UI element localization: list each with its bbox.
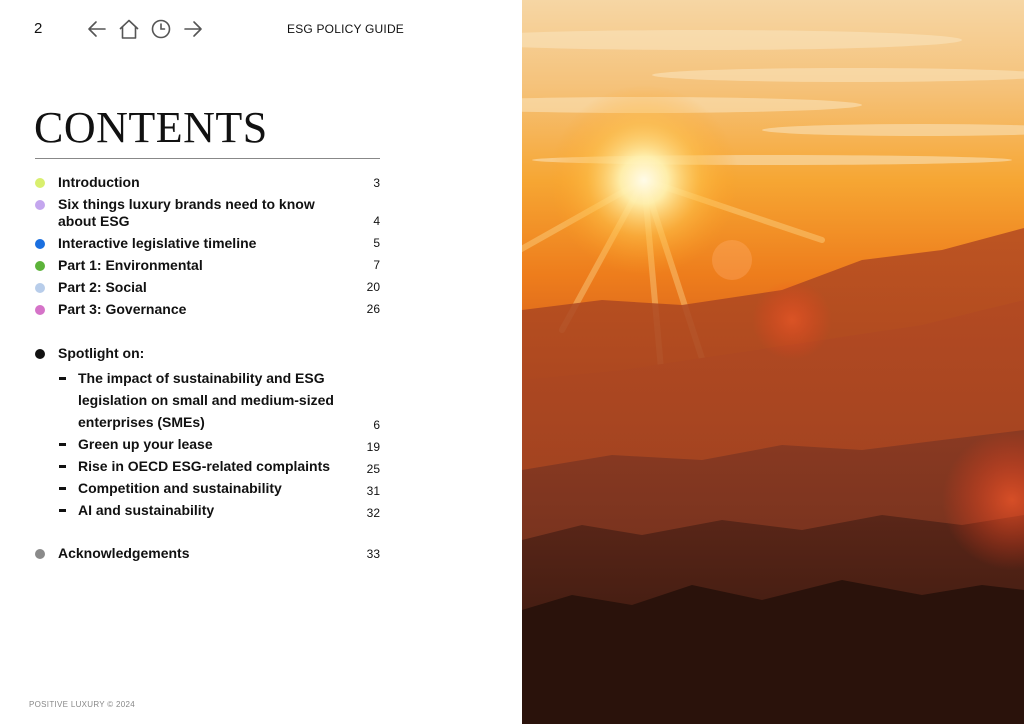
section-dot: [35, 178, 45, 188]
toc-subitem-ai[interactable]: [34, 499, 380, 521]
toc-item-page: 7: [373, 258, 380, 272]
toc-subitem-oecd[interactable]: [34, 455, 380, 477]
toc-item-page: 33: [366, 546, 380, 561]
dash-bullet: [59, 509, 66, 512]
toc-subitem-page: 32: [366, 506, 380, 520]
section-dot: [35, 283, 45, 293]
toc-subitem-label: AI and sustainability: [78, 502, 215, 518]
section-dot: [35, 305, 45, 315]
toc-subitem-page: 6: [373, 418, 380, 432]
toc-item-acknowledgements[interactable]: [34, 545, 380, 562]
spotlight-heading-label: Spotlight on:: [58, 345, 145, 361]
toc-subitem-label: Competition and sustainability: [78, 480, 282, 496]
document-title: ESG POLICY GUIDE: [287, 22, 405, 36]
dash-bullet: [59, 465, 66, 468]
toc-subitem-label: Rise in OECD ESG-related complaints: [78, 458, 331, 474]
toc-subitem-lease[interactable]: [34, 433, 380, 455]
contents-heading: CONTENTS: [34, 103, 268, 152]
toc-item-legislative-timeline[interactable]: [34, 235, 380, 252]
heading-divider: [35, 158, 380, 159]
dash-bullet: [59, 443, 66, 446]
toc-subitem-competition[interactable]: [34, 477, 380, 499]
table-of-contents: [34, 174, 380, 567]
toc-item-introduction[interactable]: [34, 174, 380, 191]
toc-spotlight-heading: [34, 345, 380, 362]
toc-item-label: Part 3: Governance: [58, 300, 187, 317]
toc-subitem-sme[interactable]: [34, 367, 380, 433]
toc-item-label: Introduction: [58, 174, 140, 190]
toc-subitem-label: Green up your lease: [78, 436, 213, 452]
toc-item-six-things[interactable]: [34, 196, 380, 229]
toc-subitem-page: 19: [366, 440, 380, 454]
forward-arrow-icon[interactable]: [182, 18, 204, 40]
sunset-mountain-photo: [522, 0, 1024, 724]
toc-item-page: 3: [373, 175, 380, 190]
toc-item-page: 26: [366, 302, 380, 316]
section-dot: [35, 261, 45, 271]
back-arrow-icon[interactable]: [86, 18, 108, 40]
toc-subitem-label: The impact of sustainability and ESG legislation on small and medium-sized enterprises (SMEs): [78, 370, 334, 430]
page-number: 2: [34, 20, 43, 37]
toc-item-page: 20: [366, 280, 380, 294]
section-dot: [35, 239, 45, 249]
dash-bullet: [59, 487, 66, 490]
toc-item-governance[interactable]: [34, 301, 380, 318]
toc-item-page: 5: [373, 236, 380, 250]
section-dot: [35, 549, 45, 559]
section-dot: [35, 200, 45, 210]
history-clock-icon[interactable]: [150, 18, 172, 40]
toc-item-page: 4: [373, 214, 380, 228]
toc-subitem-page: 25: [366, 462, 380, 476]
toc-item-label: Interactive legislative timeline: [58, 234, 257, 251]
footer-copyright: POSITIVE LUXURY © 2024: [29, 700, 136, 709]
toc-item-social[interactable]: [34, 279, 380, 296]
toc-item-label: Acknowledgements: [58, 545, 190, 561]
toc-item-environmental[interactable]: [34, 257, 380, 274]
dash-bullet: [59, 377, 66, 380]
navigation-bar: [86, 18, 204, 40]
toc-item-label: Part 2: Social: [58, 278, 147, 295]
toc-item-label: Part 1: Environmental: [58, 256, 203, 273]
toc-item-label: Six things luxury brands need to know about ESG: [58, 196, 315, 229]
toc-subitem-page: 31: [366, 484, 380, 498]
section-dot: [35, 349, 45, 359]
home-icon[interactable]: [118, 18, 140, 40]
